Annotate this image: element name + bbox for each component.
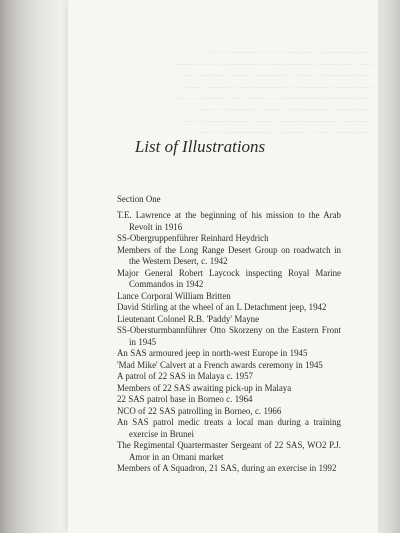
list-item: An SAS patrol medic treats a local man during a training exercise in Brunei: [117, 417, 341, 439]
list-item: SS-Obergruppenführer Reinhard Heydrich: [117, 233, 269, 243]
list-item: Major General Robert Laycock inspecting Royal Marine Commandos in 1942: [117, 267, 341, 289]
list-item: Lieutenant Colonel R.B. 'Paddy' Mayne: [117, 313, 260, 324]
page-title: List of Illustrations: [134, 137, 266, 156]
section-heading: Section One: [117, 194, 161, 204]
list-item: NCO of 22 SAS patrolling in Borneo, c. 1966: [117, 405, 282, 416]
illustrations-list: [117, 210, 341, 475]
list-item: A patrol of 22 SAS in Malaya c. 1957: [117, 371, 253, 381]
list-item: The Regimental Quartermaster Sergeant of 22 SAS, WO2 P.J. Amor in an Omani market: [117, 440, 341, 462]
list-item: Members of 22 SAS awaiting pick-up in Malaya: [117, 382, 292, 393]
spine-shadow: [0, 0, 70, 533]
list-item: SS-Obersturmbannführer Otto Skorzeny on the Eastern Front in 1945: [117, 325, 341, 347]
list-item: T.E. Lawrence at the beginning of his mission to the Arab Revolt in 1916: [117, 210, 341, 232]
list-item: Lance Corporal William Britten: [117, 290, 231, 301]
list-item: An SAS armoured jeep in north-west Europe in 1945: [117, 348, 308, 358]
list-item: 'Mad Mike' Calvert at a French awards ceremony in 1945: [117, 359, 323, 370]
list-item: Members of A Squadron, 21 SAS, during an exercise in 1992: [117, 463, 337, 473]
list-item: 22 SAS patrol base in Borneo c. 1964: [117, 394, 253, 404]
list-item: Members of the Long Range Desert Group on roadwatch in the Western Desert, c. 1942: [117, 244, 341, 266]
list-item: David Stirling at the wheel of an L Detachment jeep, 1942: [117, 302, 327, 312]
